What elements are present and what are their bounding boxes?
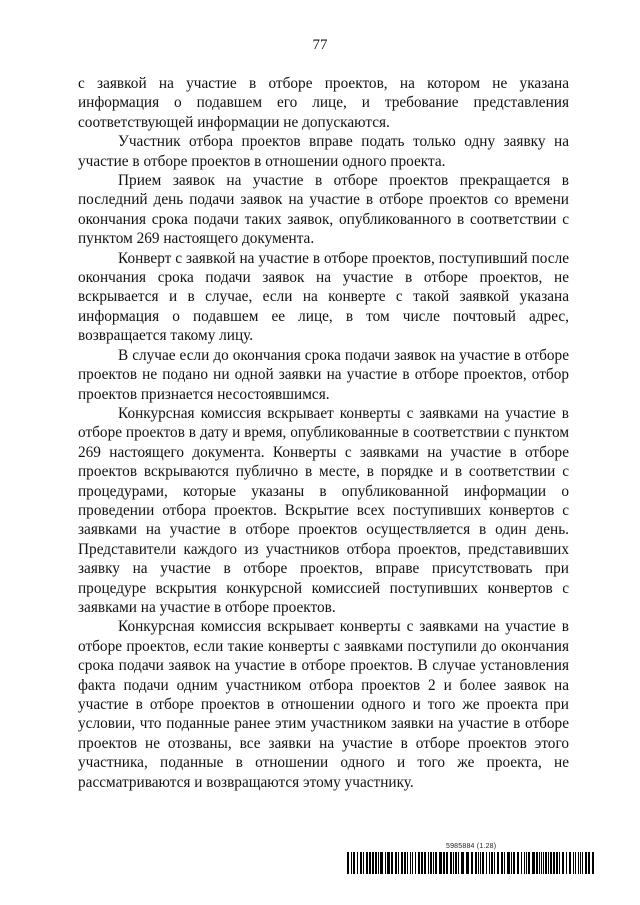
barcode-image: [347, 852, 595, 874]
document-code: 5985884 (1.28): [446, 843, 497, 850]
paragraph-continuation: с заявкой на участие в отборе проектов, на котором не указана информация о подавшем его лице, и требование представления соответствующей информации не допускаются.: [78, 75, 569, 131]
paragraph: Прием заявок на участие в отборе проектов прекращается в последний день подачи заявок на участие в отборе проектов со времени окончания срока подачи таких заявок, опубликованного в соответствии с пунктом 269 настоящего документа.: [78, 172, 569, 248]
paragraph: Конкурсная комиссия вскрывает конверты с заявками на участие в отборе проектов, если такие конверты с заявками поступили до окончания срока подачи заявок на участие в отборе проектов. В случае установления факта подачи одним участником отбора проектов 2 и более заявок на участие в отборе проектов в отношении одного и того же проекта при условии, что поданные ранее этим участником заявки на участие в отборе проектов не отозваны, все заявки на участие в отборе проектов этого участника, поданные в отношении одного и того же проекта, не рассматриваются и возвращаются этому участнику.: [78, 618, 569, 791]
paragraph: В случае если до окончания срока подачи заявок на участие в отборе проектов не подано ни одной заявки на участие в отборе проектов, отбор проектов признается несостоявшимся.: [78, 346, 569, 403]
page-number: 77: [312, 37, 328, 53]
paragraph: Участник отбора проектов вправе подать только одну заявку на участие в отборе проектов в отношении одного проекта.: [78, 133, 569, 170]
document-body: [78, 74, 569, 792]
paragraph: Конверт с заявкой на участие в отборе проектов, поступивший после окончания срока подачи заявок на участие в отборе проектов, не вскрывается и в случае, если на конверте с такой заявкой указана информация о подавшем ее лице, в том числе почтовый адрес, возвращается такому лицу.: [78, 249, 569, 345]
paragraph: Конкурсная комиссия вскрывает конверты с заявками на участие в отборе проектов в дату и время, опубликованные в соответствии с пунктом 269 настоящего документа. Конверты с заявками на участие в отборе проектов вскрываются публично в месте, в порядке и в соответствии с процедурами, которые указаны в опубликованной информации о проведении отбора проектов. Вскрытие всех поступивших конвертов с заявками на участие в отборе проектов осуществляется в один день. Представители каждого из участников отбора проектов, представивших заявку на участие в отборе проектов, вправе присутствовать при процедуре вскрытия конкурсной комиссией поступивших конвертов с заявками на участие в отборе проектов.: [78, 404, 569, 616]
